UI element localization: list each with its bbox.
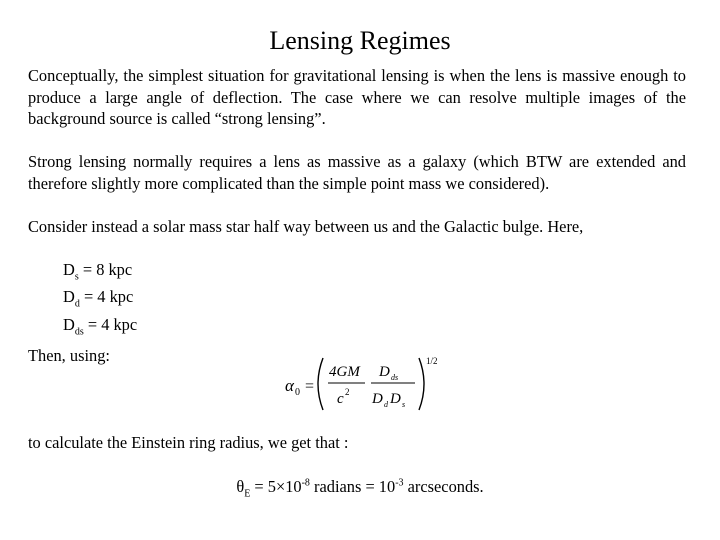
formula-num2: D [379, 364, 390, 380]
formula-den1: c [337, 391, 344, 407]
left-paren [318, 358, 323, 410]
einstein-radius-result: $\theta_E = 5\times 10^{-8}$ radians = $10^{-3}$ arcseconds. [236, 477, 484, 500]
formula-den2a-sub: d [384, 400, 388, 409]
paragraph-consider: Consider instead a solar mass star half way between us and the Galactic bulge. Here, [28, 217, 584, 236]
paragraph-calculate: to calculate the Einstein ring radius, we get that : [28, 433, 349, 452]
page-title: Lensing Regimes [269, 26, 451, 55]
paragraph-strong-lensing: Strong lensing normally requires a lens as massive as a galaxy (which BTW are extended and therefore slightly more complicated than the simple point mass we considered). [28, 152, 686, 193]
distance-item-dd: $D_d = 4$ kpc [63, 287, 134, 310]
formula-equals: = [305, 378, 315, 395]
formula-num1: 4GM [329, 364, 360, 380]
right-paren [419, 358, 424, 410]
formula-num2-sub: ds [391, 373, 399, 382]
formula-exponent: 1/2 [426, 356, 438, 366]
formula-den2b-sub: s [402, 400, 406, 409]
formula-den2b: D [390, 391, 401, 407]
formula-den2a: D [372, 391, 383, 407]
distance-item-ds: $D_s = 8$ kpc [63, 260, 133, 283]
distance-item-dds: $D_{ds} = 4$ kpc [63, 314, 138, 337]
paragraph-then-using: Then, using: [28, 346, 110, 365]
formula-lhs: α [285, 376, 294, 395]
paragraph-conceptual: Conceptually, the simplest situation for gravitational lensing is when the lens is massive enough to produce a large angle of deflection. The case where we can resolve multiple images of the background source is called “strong lensing”. [28, 66, 686, 128]
formula-den1-sup: 2 [345, 387, 350, 397]
einstein-radius-formula [285, 354, 445, 414]
formula-lhs-sub: 0 [295, 387, 300, 398]
distance-list [63, 260, 137, 342]
